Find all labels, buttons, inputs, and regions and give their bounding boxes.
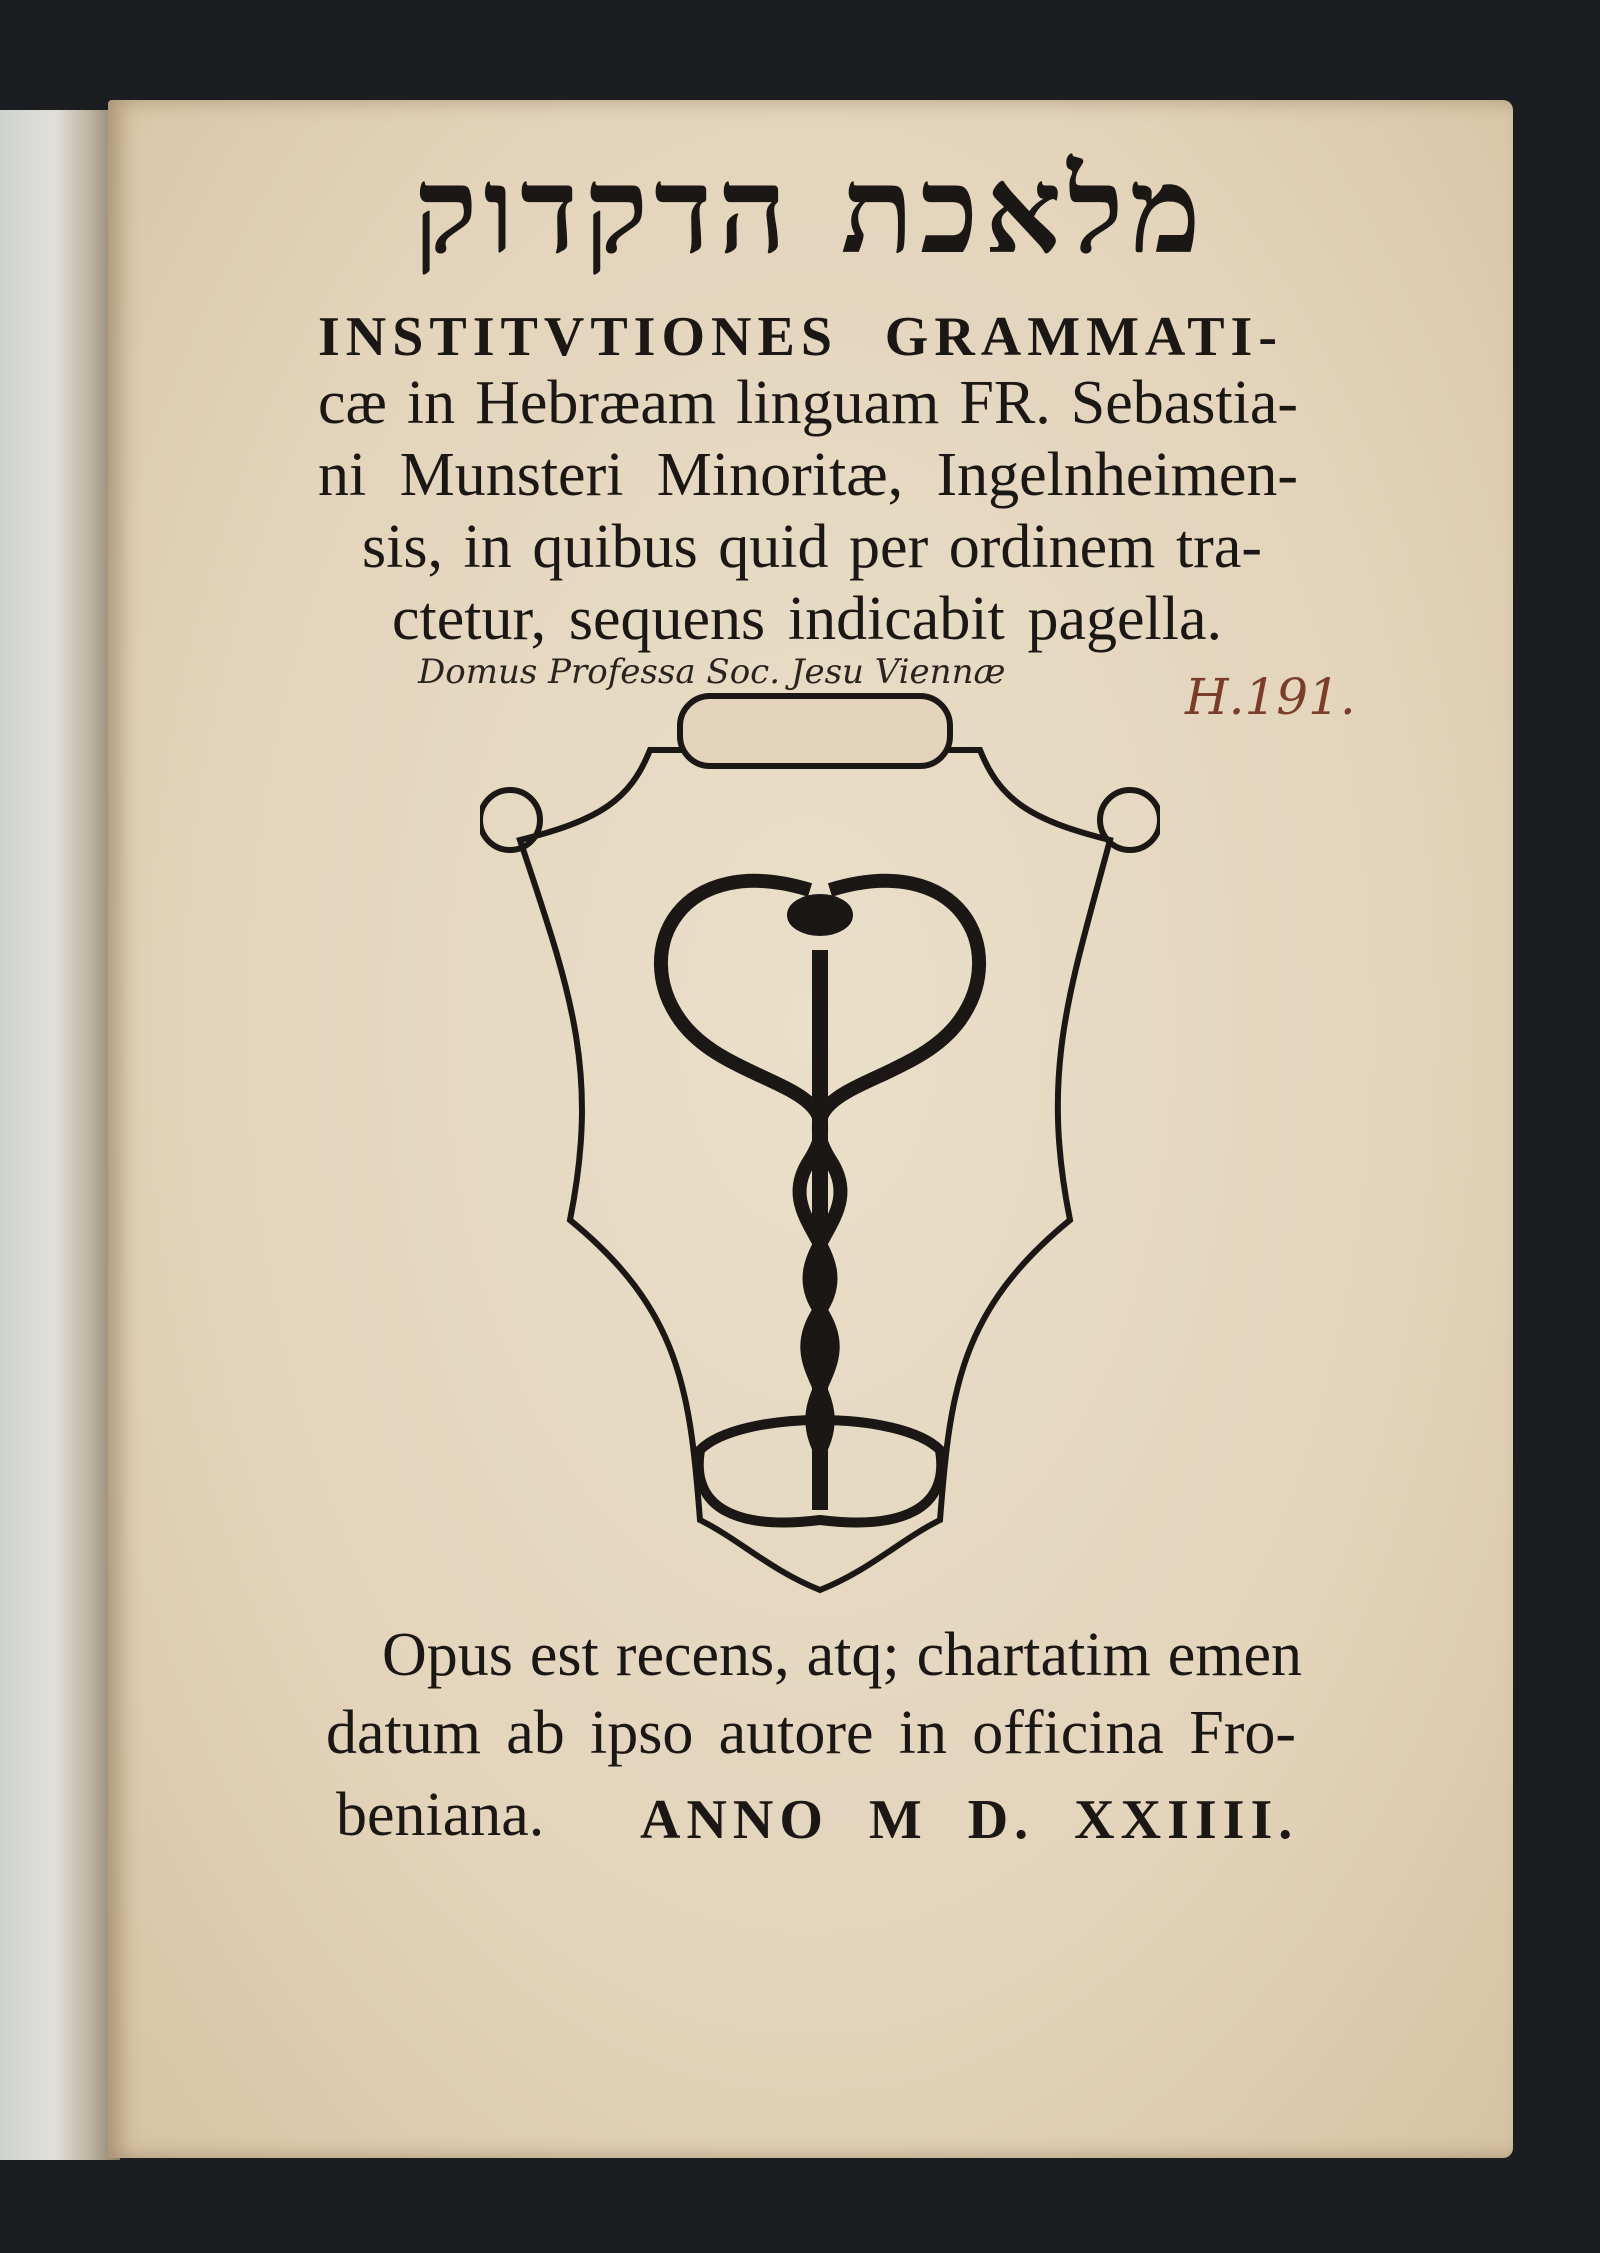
title-line-3: ni Munsteri Minoritæ, Ingelnheimen- bbox=[318, 441, 1298, 509]
dove bbox=[790, 897, 850, 933]
title-line-4: sis, in quibus quid per ordinem tra- bbox=[362, 513, 1262, 581]
serpent-left bbox=[661, 881, 831, 1450]
serpent-right bbox=[809, 881, 979, 1450]
title-line-2: cæ in Hebræam linguam FR. Sebastia- bbox=[318, 369, 1298, 437]
shelfmark: H.191. bbox=[1185, 668, 1356, 726]
imprint-line-1: Opus est recens, atq; chartatim emen bbox=[382, 1621, 1302, 1689]
ownership-inscription: Domus Professa Soc. Jesu Viennæ bbox=[418, 652, 1006, 692]
scroll-top bbox=[680, 696, 950, 766]
printers-device-caduceus bbox=[480, 690, 1160, 1600]
title-line-1: INSTITVTIONES GRAMMATI- bbox=[318, 306, 1283, 368]
hebrew-title: מלאכת הדקדוק bbox=[413, 140, 1207, 281]
imprint-date: ANNO M D. XXIIII. bbox=[640, 1789, 1299, 1851]
title-line-5: ctetur, sequens indicabit pagella. bbox=[392, 585, 1222, 653]
imprint-line-3: beniana. bbox=[336, 1781, 545, 1849]
imprint-line-2: datum ab ipso autore in officina Fro- bbox=[326, 1699, 1296, 1767]
adjacent-page-edges bbox=[0, 110, 120, 2160]
